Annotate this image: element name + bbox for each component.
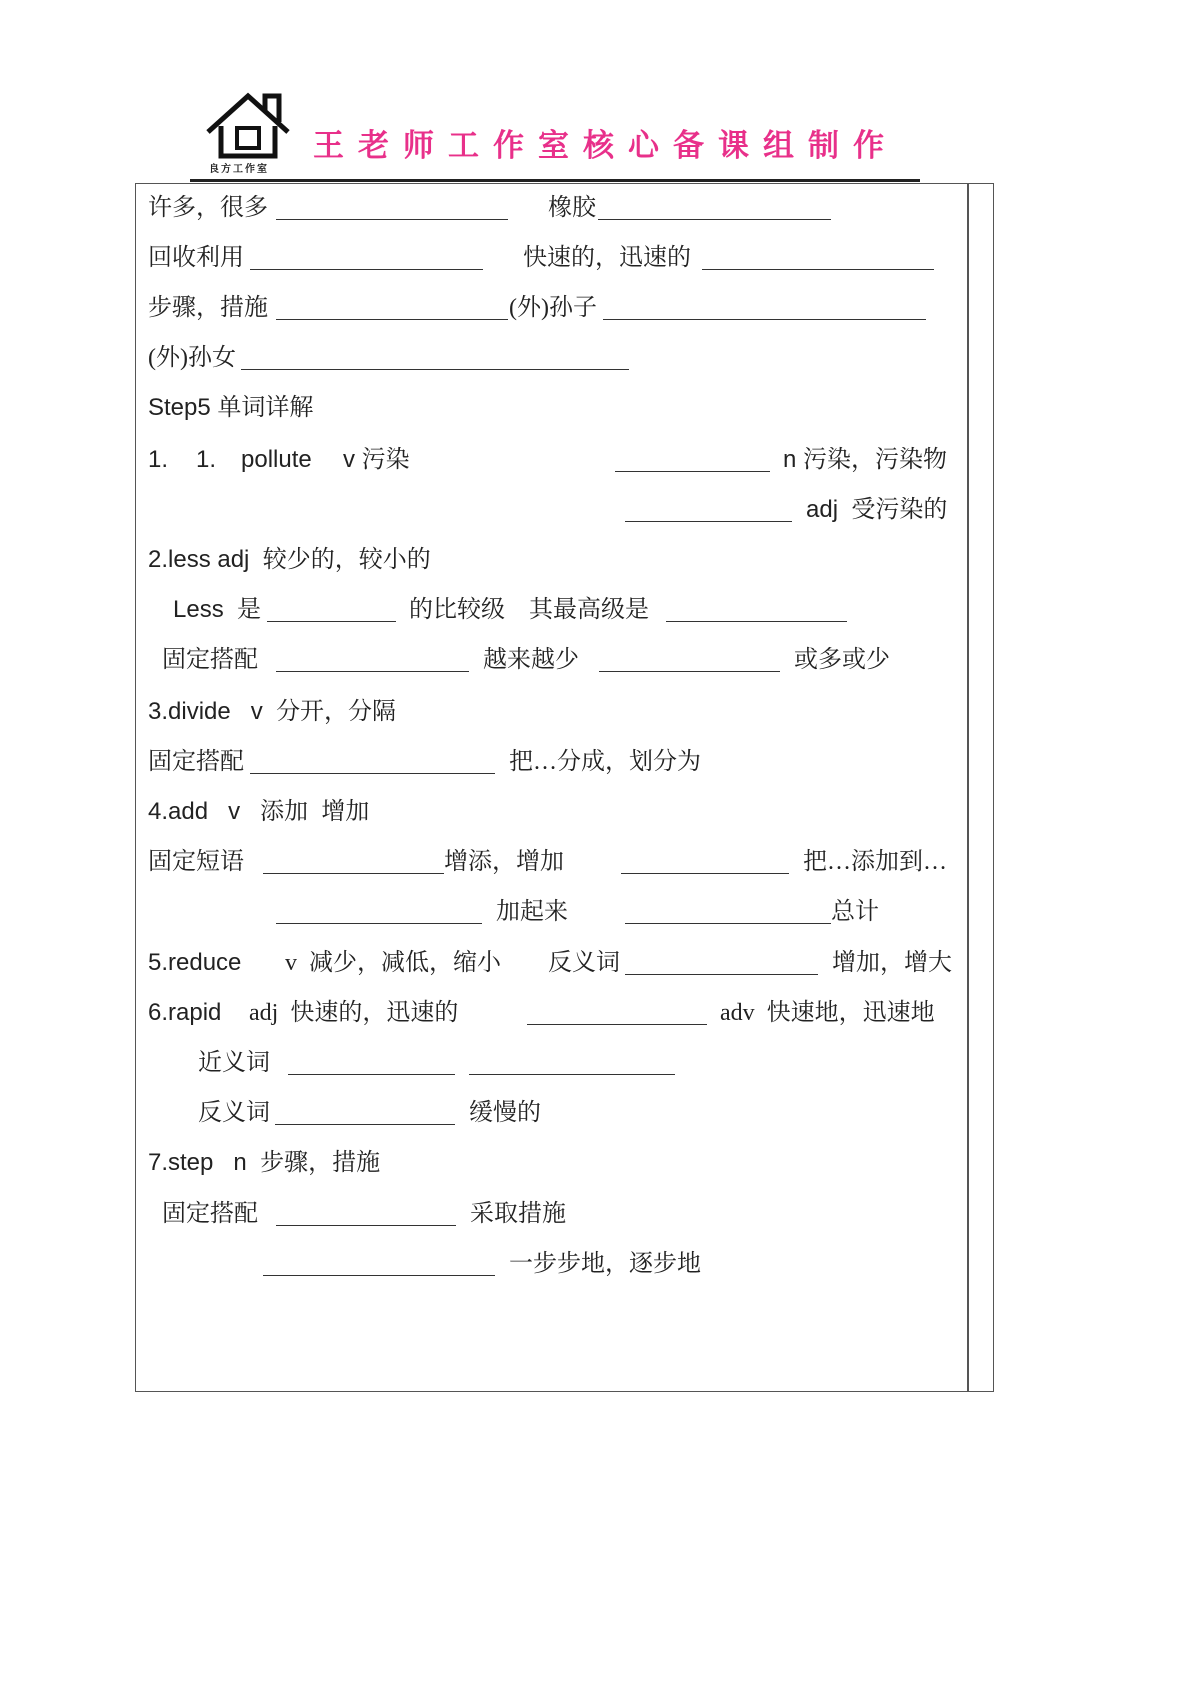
blank[interactable] <box>625 974 818 975</box>
blank[interactable] <box>263 1275 495 1276</box>
item-number: 1. <box>196 446 217 473</box>
blank[interactable] <box>263 873 444 874</box>
text: 一步步地，逐步地 <box>509 1251 701 1277</box>
blank[interactable] <box>702 269 934 270</box>
vocab-label: 快速的，迅速的 <box>523 245 691 271</box>
text: 采取措施 <box>470 1201 566 1227</box>
text: 或多或少 <box>794 647 890 673</box>
blank[interactable] <box>288 1074 455 1075</box>
blank[interactable] <box>615 471 770 472</box>
blank[interactable] <box>275 1124 455 1125</box>
form-meaning: n 污染，污染物 <box>783 446 948 473</box>
text: 总计 <box>831 899 879 925</box>
word-heading: 6.rapid <box>148 999 222 1026</box>
blank[interactable] <box>250 773 495 774</box>
blank[interactable] <box>469 1074 675 1075</box>
text: 反义词 <box>548 950 620 976</box>
text: 缓慢的 <box>469 1100 541 1126</box>
vocab-label: (外)孙子 <box>509 295 597 321</box>
logo-caption: 良方工作室 <box>209 164 269 175</box>
blank[interactable] <box>603 319 926 320</box>
blank[interactable] <box>250 269 483 270</box>
word-heading: 3.divide v 分开，分隔 <box>148 698 397 725</box>
blank[interactable] <box>276 319 508 320</box>
blank[interactable] <box>527 1024 707 1025</box>
vocab-label: (外)孙女 <box>148 345 236 371</box>
text: 固定搭配 <box>148 749 244 775</box>
word-meaning: v 减少，减低，缩小 <box>285 950 501 976</box>
text: 增加，增大 <box>832 950 952 976</box>
text: 固定搭配 <box>162 1201 258 1227</box>
header-rule <box>190 179 920 182</box>
blank[interactable] <box>276 923 482 924</box>
vocab-label: 回收利用 <box>148 245 244 271</box>
blank[interactable] <box>276 1225 456 1226</box>
vocab-label: 橡胶 <box>548 195 596 221</box>
blank[interactable] <box>599 671 780 672</box>
text: 反义词 <box>198 1100 270 1126</box>
word-heading: 7.step n 步骤，措施 <box>148 1149 381 1176</box>
blank[interactable] <box>276 219 508 220</box>
item-number: 1. <box>148 446 169 473</box>
text: Less 是 <box>173 596 262 623</box>
word-meaning: v 污染 <box>343 446 410 473</box>
text: 近义词 <box>198 1050 270 1076</box>
text: 把…添加到… <box>803 849 947 875</box>
text: adv 快速地，迅速地 <box>720 1000 935 1026</box>
blank[interactable] <box>267 621 396 622</box>
text: 固定短语 <box>148 849 244 875</box>
table-divider <box>967 183 969 1392</box>
blank[interactable] <box>625 521 792 522</box>
word-heading: 2.less adj 较少的，较小的 <box>148 546 431 573</box>
blank[interactable] <box>666 621 847 622</box>
text: 增添，增加 <box>444 849 564 875</box>
word-heading: 4.add v 添加 增加 <box>148 798 370 825</box>
text: 越来越少 <box>483 647 579 673</box>
text: 把…分成，划分为 <box>509 749 701 775</box>
text: 的比较级 其最高级是 <box>409 597 649 623</box>
form-meaning: adj 受污染的 <box>806 496 948 523</box>
blank[interactable] <box>625 923 831 924</box>
word-meaning: adj 快速的，迅速的 <box>249 1000 459 1026</box>
blank[interactable] <box>621 873 789 874</box>
vocab-label: 步骤，措施 <box>148 295 268 321</box>
word-heading: 5.reduce <box>148 949 242 976</box>
text: 加起来 <box>496 899 568 925</box>
brand-title: 王老师工作室核心备课组制作 <box>313 128 898 164</box>
header-banner <box>195 90 920 180</box>
section-title: Step5 单词详解 <box>148 394 314 421</box>
word: pollute <box>241 446 312 473</box>
blank[interactable] <box>276 671 469 672</box>
blank[interactable] <box>241 369 629 370</box>
blank[interactable] <box>598 219 831 220</box>
text: 固定搭配 <box>162 647 258 673</box>
vocab-label: 许多，很多 <box>148 195 268 221</box>
